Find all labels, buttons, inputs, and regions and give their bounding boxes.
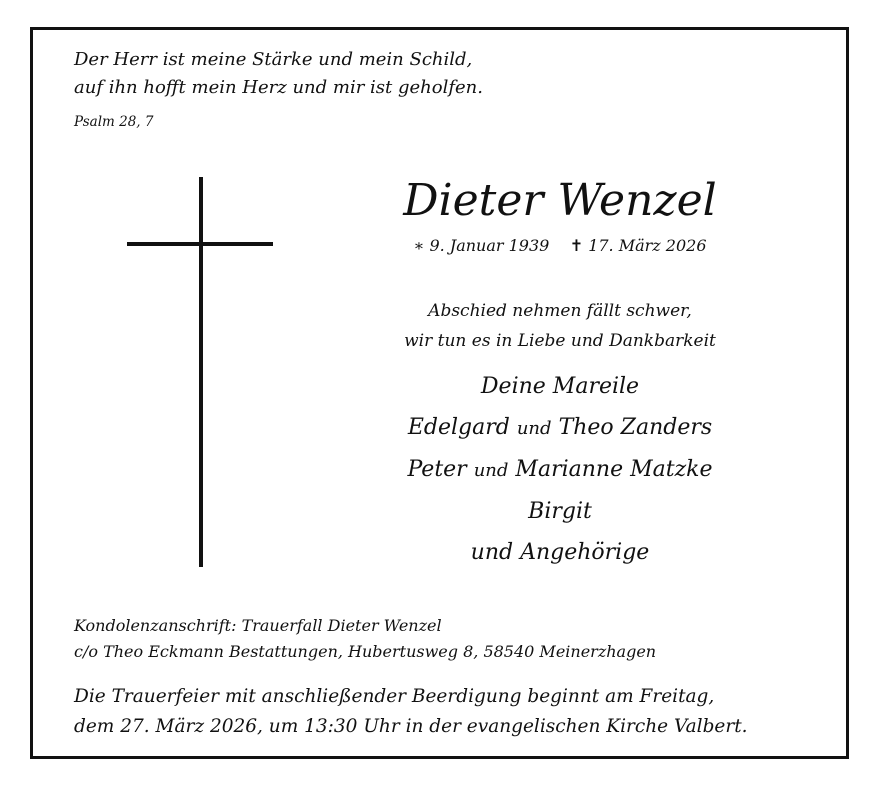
birth-date: 9. Januar 1939 bbox=[429, 236, 550, 255]
birth-icon: ∗ bbox=[413, 236, 425, 255]
notice-line: Die Trauerfeier mit anschließender Beerdigung beginnt am Freitag, bbox=[74, 686, 715, 707]
verse-line: Der Herr ist meine Stärke und mein Schild, bbox=[74, 49, 473, 70]
cross-icon-vertical bbox=[199, 177, 203, 567]
cross-icon-horizontal bbox=[127, 242, 273, 246]
address-line: Kondolenzanschrift: Trauerfall Dieter Wenzel bbox=[74, 616, 442, 635]
mourner-name: Peter bbox=[407, 457, 467, 482]
quote-line: Abschied nehmen fällt schwer, bbox=[428, 301, 692, 321]
mourner-name: Edelgard bbox=[407, 415, 510, 440]
quote-line: wir tun es in Liebe und Dankbarkeit bbox=[404, 331, 716, 351]
verse-reference: Psalm 28, 7 bbox=[74, 114, 154, 130]
life-dates bbox=[350, 236, 770, 255]
mourner-joiner: und bbox=[473, 460, 509, 481]
mourner-line: und Angehörige bbox=[470, 540, 650, 565]
deceased-name: Dieter Wenzel bbox=[403, 175, 717, 226]
mourner-line bbox=[350, 449, 770, 491]
notice-line: dem 27. März 2026, um 13:30 Uhr in der evangelischen Kirche Valbert. bbox=[74, 716, 748, 737]
bible-verse bbox=[74, 46, 483, 102]
mourners-list bbox=[350, 366, 770, 573]
verse-line: auf ihn hofft mein Herz und mir ist geholfen. bbox=[74, 77, 483, 98]
farewell-quote bbox=[350, 296, 770, 356]
mourner-name: Theo Zanders bbox=[558, 415, 713, 440]
condolence-address bbox=[74, 613, 656, 665]
funeral-notice bbox=[74, 682, 748, 742]
mourner-name: Marianne Matzke bbox=[515, 457, 713, 482]
mourner-joiner: und bbox=[516, 418, 552, 439]
mourner-line: Deine Mareile bbox=[480, 374, 640, 399]
mourner-line: Birgit bbox=[528, 499, 592, 524]
mourner-line bbox=[350, 407, 770, 449]
address-line: c/o Theo Eckmann Bestattungen, Hubertusweg 8, 58540 Meinerzhagen bbox=[74, 642, 657, 661]
death-date: 17. März 2026 bbox=[588, 236, 707, 255]
death-cross-icon: ✝ bbox=[569, 236, 584, 255]
